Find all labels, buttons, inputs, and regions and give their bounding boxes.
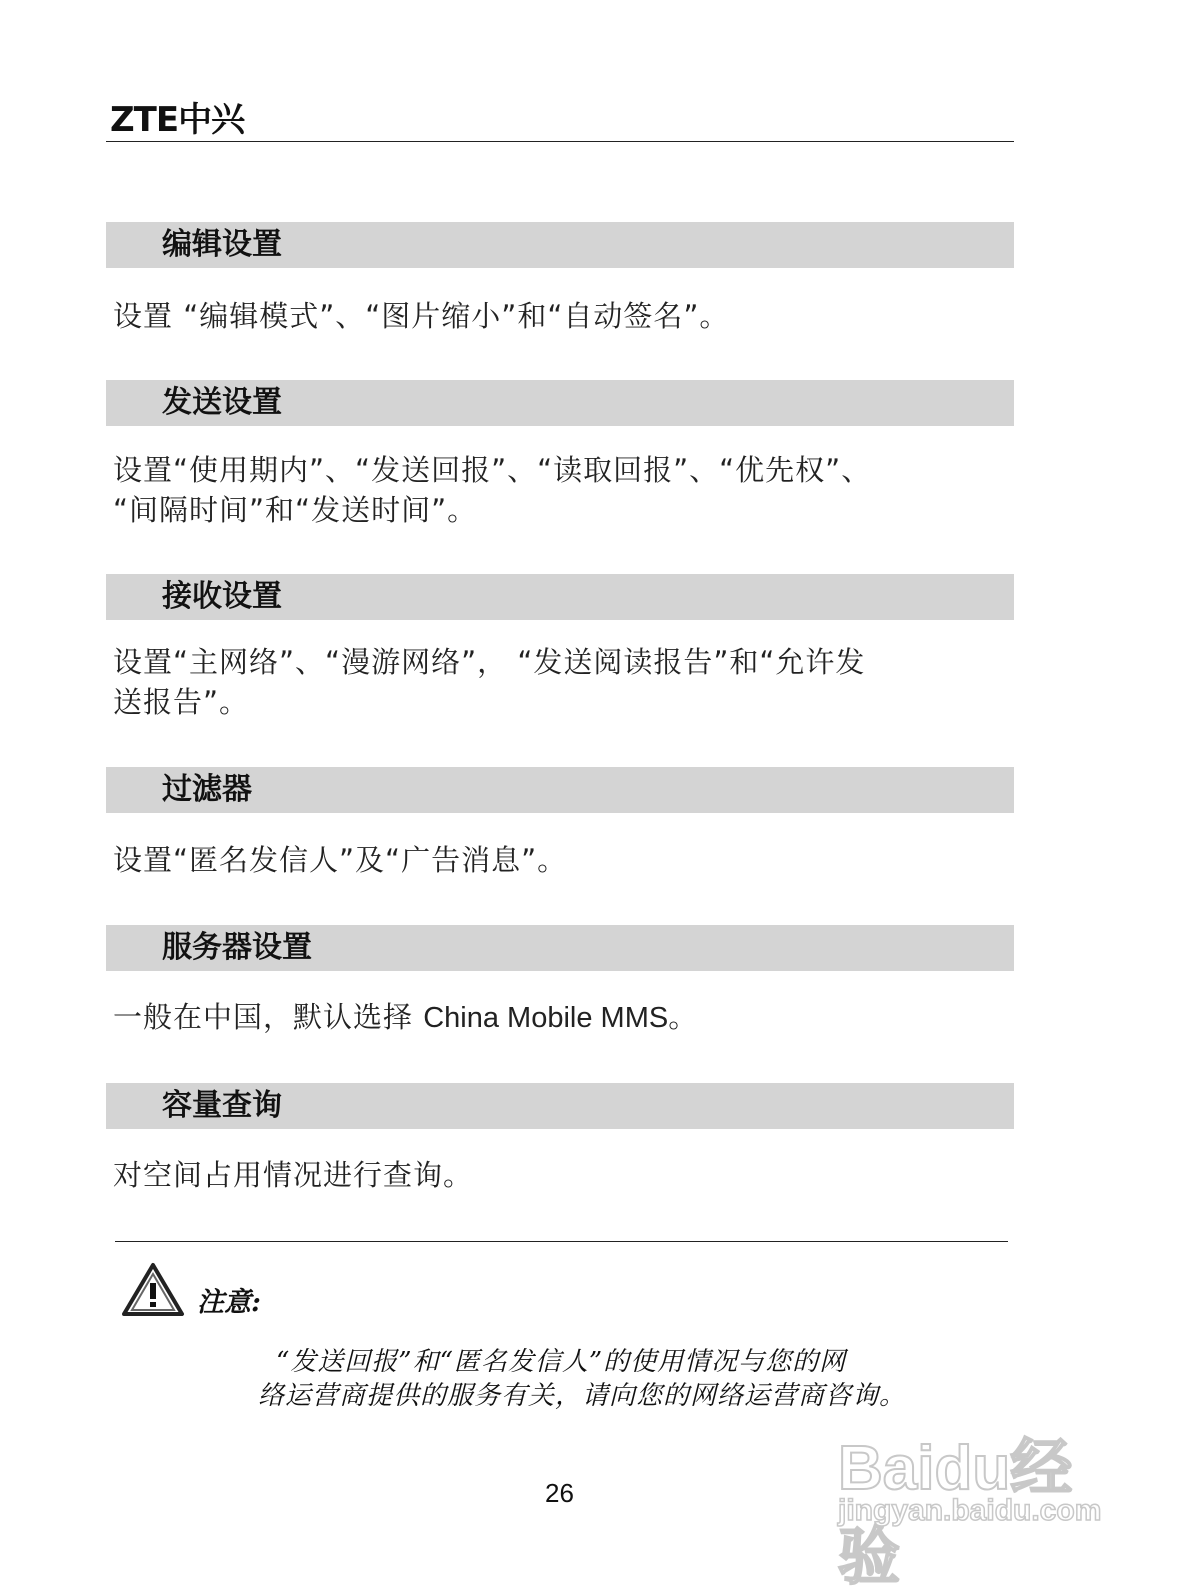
section-header-filter [106,767,1014,813]
section-title: 过滤器 [162,772,252,807]
section-header-send-settings [106,380,1014,426]
section-title: 发送设置 [162,385,282,420]
section-body-filter [113,840,1013,880]
body-line: 设置 “编辑模式”、“图片缩小”和“自动签名”。 [113,299,730,333]
section-body-receive-settings [113,642,1013,722]
body-line: 对空间占用情况进行查询。 [113,1158,474,1192]
page-number: 26 [545,1478,574,1508]
zte-logo: ZTE中兴 [110,100,245,140]
note-text [258,1345,1018,1413]
section-title: 接收设置 [162,579,282,614]
baidu-jingyan-watermark [838,1418,1113,1592]
section-title: 编辑设置 [162,227,282,262]
section-header-capacity-query [106,1083,1014,1129]
body-text: 。 [668,1000,699,1034]
note-label: 注意: [197,1287,261,1318]
section-body-server-settings [113,997,1013,1038]
section-header-receive-settings [106,574,1014,620]
body-line: “间隔时间”和“发送时间”。 [113,493,478,527]
section-body-send-settings [113,450,1013,530]
body-line: 送报告”。 [113,685,250,719]
watermark-logo: Baidu经验 [838,1434,1073,1592]
body-line: 设置“主网络”、“漫游网络”， “发送阅读报告”和“允许发 [113,645,866,679]
header-divider [106,141,1014,142]
section-header-edit-settings [106,222,1014,268]
section-title: 服务器设置 [162,930,312,965]
body-text: 一般在中国，默认选择 [113,1000,424,1034]
section-body-capacity-query [113,1155,1013,1195]
server-name: China Mobile MMS [423,1002,669,1034]
section-header-server-settings [106,925,1014,971]
body-line: 设置“使用期内”、“发送回报”、“读取回报”、“优先权”、 [113,453,872,487]
body-line: 设置“匿名发信人”及“广告消息”。 [113,843,568,877]
note-line: “发送回报”和“匿名发信人”的使用情况与您的网 [276,1347,847,1377]
section-title: 容量查询 [162,1088,282,1123]
note-divider [115,1241,1008,1242]
warning-icon [121,1261,185,1317]
section-body-edit-settings [113,296,1013,336]
watermark-url: jingyan.baidu.com [838,1494,1102,1527]
note-line: 络运营商提供的服务有关，请向您的网络运营商咨询。 [258,1381,907,1411]
